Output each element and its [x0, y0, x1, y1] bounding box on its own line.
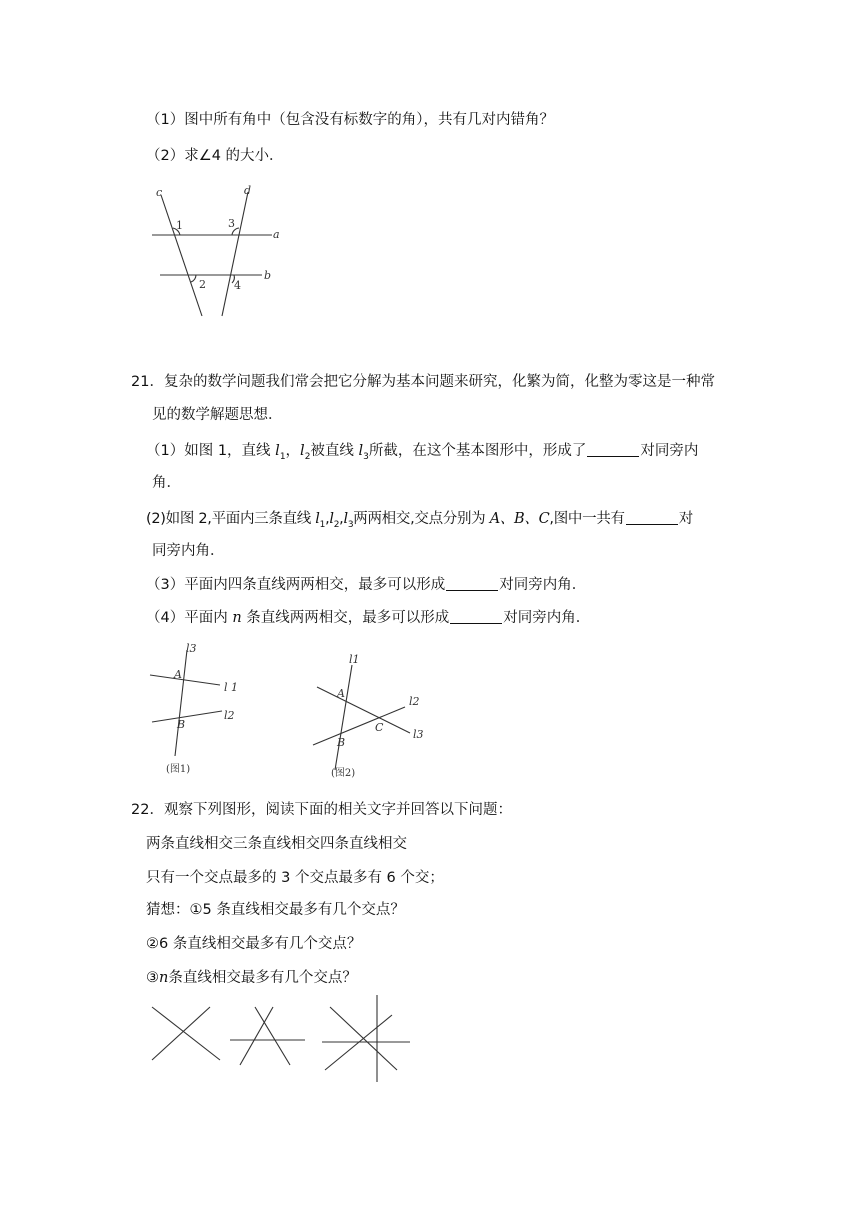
answer-blank-1[interactable] [587, 442, 639, 457]
q22-guess-1: 猜想：①5 条直线相交最多有几个交点？ [146, 902, 405, 918]
label-l1: l 1 [224, 681, 239, 694]
label-d: d [244, 184, 252, 197]
label-l2: l2 [224, 709, 235, 722]
q22-row-1: 两条直线相交三条直线相交四条直线相交 [146, 836, 407, 852]
q20-subquestion-2: （2）求∠4 的大小． [146, 148, 284, 164]
q22-guess-3: ③n条直线相交最多有几个交点？ [146, 970, 357, 986]
q21-part-3: （3）平面内四条直线两两相交，最多可以形成 对同旁内角． [146, 577, 587, 593]
label-angle-1: 1 [176, 219, 183, 232]
line-d [222, 192, 248, 316]
q20-parallel-lines-figure [140, 180, 290, 320]
label-B: B [337, 736, 346, 749]
label-b: b [264, 269, 272, 282]
label-A: A [174, 668, 182, 681]
caption-figure-1: (图1) [166, 764, 191, 775]
label-angle-4: 4 [234, 279, 241, 292]
q21-figure-2 [305, 645, 445, 785]
label-C: C [375, 721, 384, 734]
label-a: a [273, 228, 280, 241]
line-l1 [150, 675, 220, 685]
label-l3: l3 [186, 642, 197, 655]
label-B: B [177, 718, 186, 731]
line-c [161, 195, 202, 316]
q22-row-2: 只有一个交点最多的 3 个交点最多有 6 个交； [146, 870, 444, 886]
q22-intersecting-lines-figure [145, 990, 425, 1090]
line-l3 [175, 650, 187, 756]
q21-part-4: （4）平面内 n 条直线两两相交，最多可以形成 对同旁内角． [146, 610, 591, 626]
q22-guess-2: ②6 条直线相交最多有几个交点？ [146, 936, 362, 952]
q21-part-2-cont: 同旁内角． [152, 543, 225, 559]
line-l1 [335, 665, 352, 770]
q21-part-1-cont: 角． [152, 475, 181, 491]
label-l3: l3 [413, 728, 424, 741]
label-l2: l2 [409, 695, 420, 708]
q22-intro: 22．观察下列图形，阅读下面的相关文字并回答以下问题： [131, 802, 512, 818]
label-l1: l1 [349, 653, 360, 666]
line-l2 [152, 711, 222, 722]
q21-part-2: (2)如图 2,平面内三条直线 $l_1,l_2,l_3$两两相交,交点分别为 A、B、C,图中一共有 对 [146, 511, 693, 530]
label-angle-2: 2 [199, 278, 206, 291]
four-lines [322, 995, 410, 1082]
label-c: c [156, 186, 163, 199]
q20-subquestion-1: （1）图中所有角中（包含没有标数字的角），共有几对内错角？ [146, 112, 554, 128]
two-lines [152, 1007, 220, 1060]
label-A: A [337, 687, 345, 700]
three-lines [230, 1007, 305, 1065]
caption-figure-2: (图2) [331, 768, 356, 779]
answer-blank-2[interactable] [626, 510, 678, 525]
angle-arc-2 [191, 275, 196, 282]
q21-part-1: （1）如图 1，直线 $l_1$，$l_2$被直线 $l_3$所截，在这个基本图形中，形成了 对同旁内 [146, 443, 699, 462]
q21-figure-1 [140, 640, 250, 780]
answer-blank-4[interactable] [450, 609, 502, 624]
answer-blank-3[interactable] [446, 576, 498, 591]
line-l2 [313, 707, 405, 745]
line-l3 [317, 687, 410, 733]
q21-intro-line-2: 见的数学解题思想． [152, 407, 283, 423]
label-angle-3: 3 [228, 217, 235, 230]
q21-intro-line-1: 21．复杂的数学问题我们常会把它分解为基本问题来研究，化繁为简，化整为零这是一种常 [131, 374, 715, 390]
